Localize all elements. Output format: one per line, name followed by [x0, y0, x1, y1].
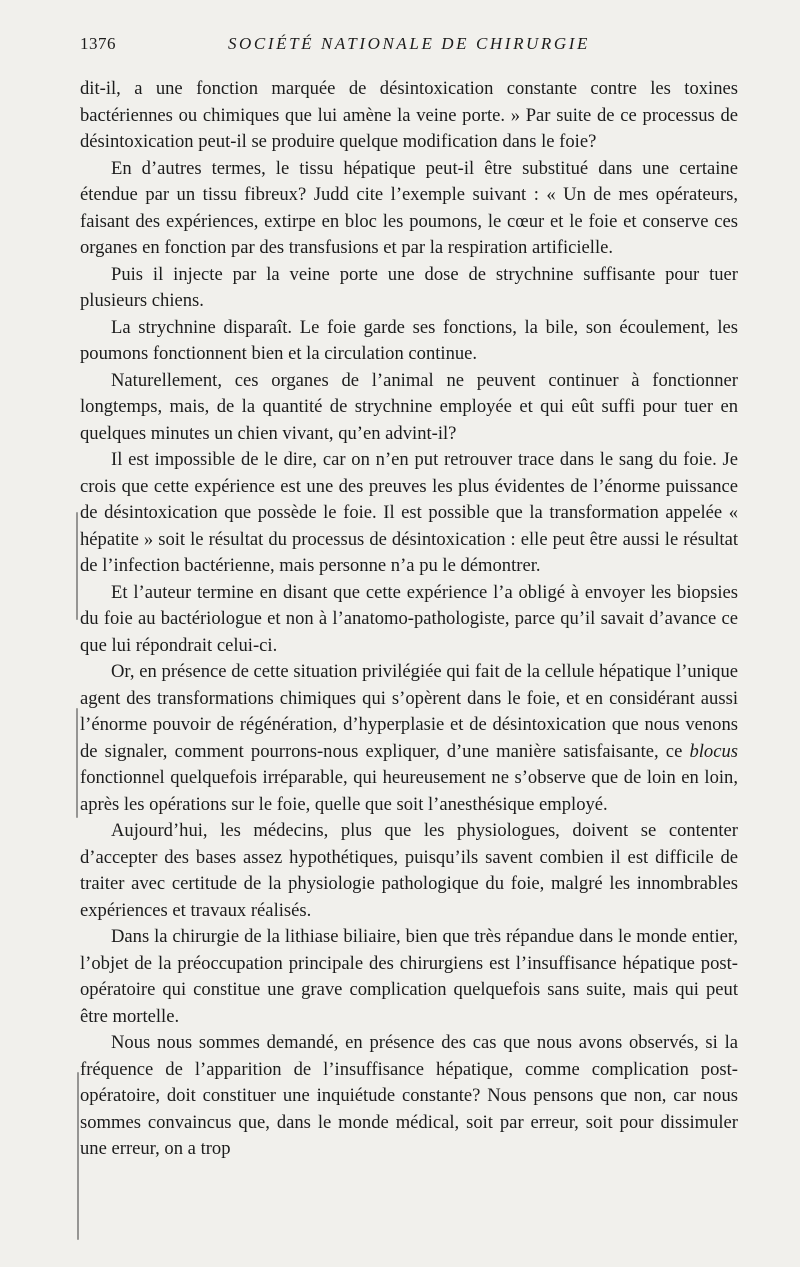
paragraph-we-asked: Nous nous sommes demandé, en présence des cas que nous avons observés, si la fréquence de l’apparition de l’insuffisance hépatique, comme complication post-opératoire, doit constituer une inquiétude constante? Nous pensons que non, car nous sommes convaincus que, dans le monde médical, soit par erreur, soit pour dissimuler une erreur, on a trop: [80, 1032, 738, 1159]
paragraph-or-after: fonctionnel quelquefois irréparable, qui heureusement ne s’observe que de loin en loin, après les opérations sur le foie, quelle que soit l’anesthésique employé.: [80, 767, 738, 815]
paragraph-today: Aujourd’hui, les médecins, plus que les physiologues, doivent se contenter d’accepter des bases assez hypothétiques, puisqu’ils savent combien il est difficile de traiter avec certitude de la physiologie pathologique du foie, malgré les innombrables expériences et travaux réalisés.: [80, 820, 738, 921]
page-header: [80, 34, 738, 62]
running-title: SOCIÉTÉ NATIONALE DE CHIRURGIE: [227, 34, 591, 53]
paragraph-strychnine-disappears: La strychnine disparaît. Le foie garde ses fonctions, la bile, son écoulement, les poumons fonctionnent bien et la circulation continue.: [80, 316, 738, 364]
margin-line-mark: [76, 512, 78, 620]
margin-line-mark: [77, 1072, 79, 1240]
paragraph-or-before: Or, en présence de cette situation privilégiée qui fait de la cellule hépatique l’unique agent des transformations chimiques qui s’opèrent dans le foie, et en considérant aussi l’énorme pouvoir de régénération, d’hyperplasie et de désintoxication que nous venons de signaler, comment pourrons-nous expliquer, d’une manière satisfaisante, ce: [80, 661, 738, 762]
paragraph-or: [80, 659, 738, 818]
paragraph-naturally: Naturellement, ces organes de l’animal ne peuvent continuer à fonctionner longtemps, mais, de la quantité de strychnine employée et qui eût suffi pour tuer en quelques minutes un chien vivant, qu’en advint-il?: [80, 369, 738, 444]
paragraph-continuation: dit-il, a une fonction marquée de désintoxication constante contre les toxines bactériennes ou chimiques que lui amène la veine porte. » Par suite de ce processus de désintoxication peut-il se produire quelque modification dans le foie?: [80, 78, 738, 152]
paragraph-impossible: Il est impossible de le dire, car on n’en put retrouver trace dans le sang du foie. Je crois que cette expérience est une des preuves les plus évidentes de l’énorme puissance de désintoxication que possède le foie. Il est possible que la transformation appelée « hépatite » soit le résultat du processus de désintoxication : elle peut être aussi le résultat de l’infection bactérienne, mais personne n’a pu le démontrer.: [80, 449, 738, 576]
page-number: 1376: [80, 34, 116, 53]
margin-line-mark: [76, 708, 78, 818]
paragraph-or-italic: blocus: [689, 740, 738, 762]
body-text: [80, 76, 738, 1163]
paragraph-strychnine-injection: Puis il injecte par la veine porte une dose de strychnine suffisante pour tuer plusieurs chiens.: [80, 263, 738, 311]
paragraph-author-concludes: Et l’auteur termine en disant que cette expérience l’a obligé à envoyer les biopsies du foie au bactériologue et non à l’anatomo-pathologiste, parce qu’il savait d’avance ce que lui répondrait celui-ci.: [80, 581, 738, 656]
paragraph-lithiase: Dans la chirurgie de la lithiase biliaire, bien que très répandue dans le monde entier, l’objet de la préoccupation principale des chirurgiens est l’insuffisance hépatique post-opératoire qui constitue une grave complication quelquefois sans suite, mais qui peut être mortelle.: [80, 926, 738, 1027]
paragraph-judd-example: En d’autres termes, le tissu hépatique peut-il être substitué dans une certaine étendue par un tissu fibreux? Judd cite l’exemple suivant : « Un de mes opérateurs, faisant des expériences, extirpe en bloc les poumons, le cœur et le foie et conserve ces organes en fonction par des transfusions et par la respiration artificielle.: [80, 157, 738, 258]
